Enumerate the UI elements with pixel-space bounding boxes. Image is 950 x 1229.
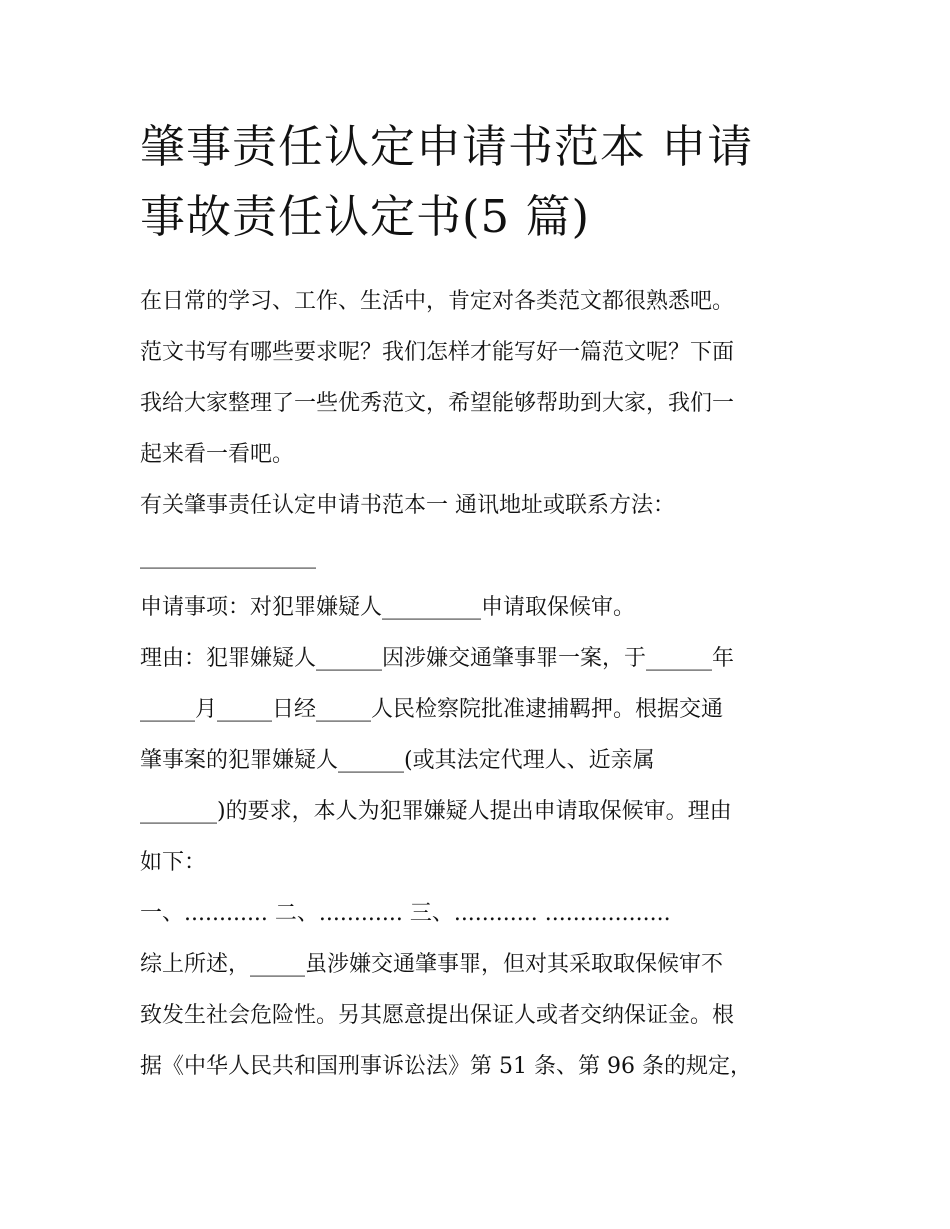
body-line-4: 起来看一看吧。	[140, 442, 295, 467]
body-line-2: 范文书写有哪些要求呢？我们怎样才能写好一篇范文呢？下面	[140, 340, 735, 365]
summary-line-3: 据《中华人民共和国刑事诉讼法》第 51 条、第 96 条的规定，	[140, 1054, 752, 1079]
reason-line-2: _____月_____日经_____人民检察院批准逮捕羁押。根据交通	[140, 697, 724, 722]
title-line-2: 事故责任认定书(5 篇)	[140, 190, 591, 243]
summary-line-1: 综上所述，_____虽涉嫌交通肇事罪，但对其采取取保候审不	[140, 952, 724, 977]
reason-line-1: 理由：犯罪嫌疑人______因涉嫌交通肇事罪一案，于______年	[140, 646, 735, 671]
body-line-3: 我给大家整理了一些优秀范文，希望能够帮助到大家，我们一	[140, 391, 735, 416]
section-heading-line: 有关肇事责任认定申请书范本一 通讯地址或联系方法：	[140, 493, 675, 518]
address-blank-line: ________________	[140, 544, 316, 569]
reason-line-4: _______)的要求，本人为犯罪嫌疑人提出申请取保候审。理由	[140, 799, 732, 824]
application-matter-line: 申请事项：对犯罪嫌疑人_________申请取保候审。	[140, 595, 636, 620]
body-line-1: 在日常的学习、工作、生活中，肯定对各类范文都很熟悉吧。	[140, 289, 735, 314]
document-body	[140, 276, 830, 1092]
reason-line-5: 如下：	[140, 850, 207, 875]
document-title	[140, 112, 830, 252]
enumerated-reasons-line: 一、............ 二、............ 三、............ ..................	[140, 901, 671, 926]
title-line-1: 肇事责任认定申请书范本 申请	[140, 120, 754, 173]
reason-line-3: 肇事案的犯罪嫌疑人______(或其法定代理人、近亲属	[140, 748, 655, 773]
summary-line-2: 致发生社会危险性。另其愿意提出保证人或者交纳保证金。根	[140, 1003, 735, 1028]
